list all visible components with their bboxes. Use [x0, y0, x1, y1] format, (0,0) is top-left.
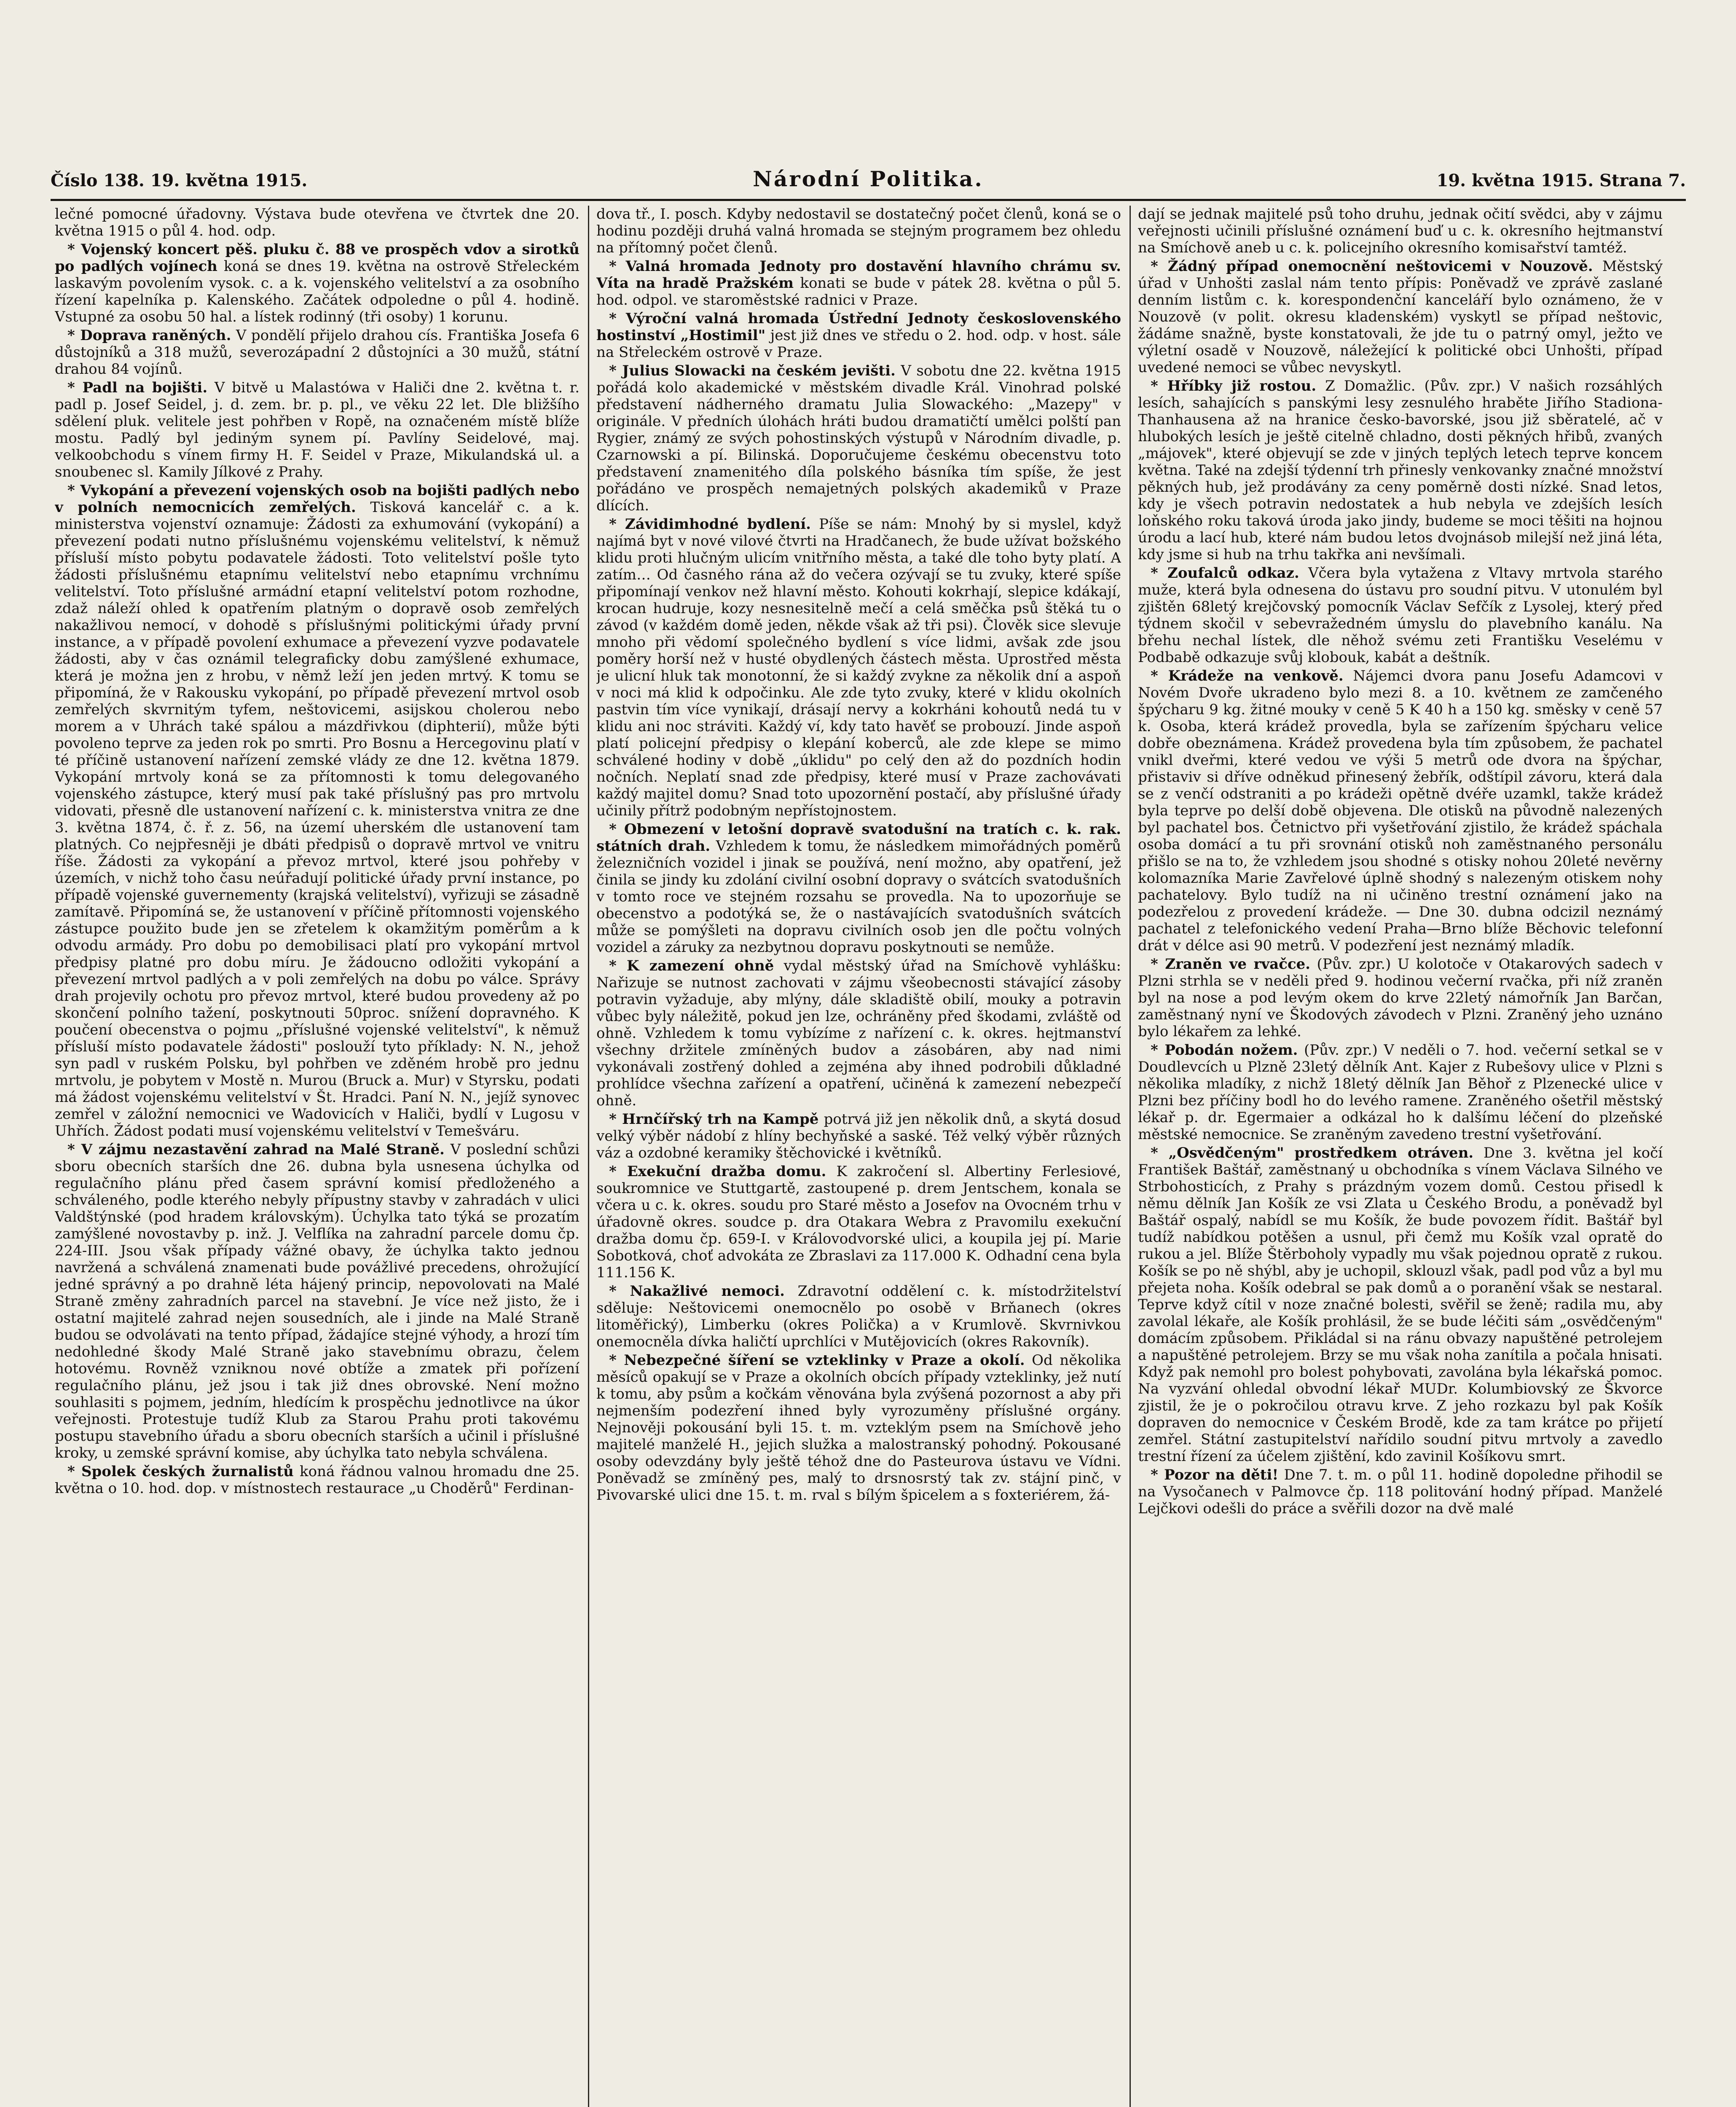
- column-3: [1138, 206, 1663, 2107]
- article-text: koná se dnes 19. května na ostrově Střeleckém laskavým povolením vysok. c. a k. vojenského velitelství a za osobního řízení kapelníka p. Kalenského. Začátek odpoledne o půl 4. hodině. Vstupné za osobu 50 hal. a lístek rodinný (tři osoby) 1 korunu.: [55, 258, 580, 325]
- article-headline: * Závidimhodné bydlení.: [609, 516, 811, 533]
- article-headline: * Hříbky již rostou.: [1151, 378, 1317, 394]
- article-headline: * V zájmu nezastavění zahrad na Malé Straně.: [67, 1141, 445, 1158]
- article: [1138, 1466, 1663, 1517]
- article: [1138, 565, 1663, 666]
- page-header: [51, 166, 1686, 196]
- article-text: dova tř., I. posch. Kdyby nedostavil se dostatečný počet členů, koná se o hodinu později druhá valná hromada se stejným programem bez ohledu na přítomný počet členů.: [596, 206, 1121, 256]
- article: [596, 516, 1121, 819]
- article: [55, 1463, 580, 1497]
- article: [596, 957, 1121, 1109]
- column-1: [55, 206, 580, 2107]
- article: [1138, 258, 1663, 376]
- article-text: (Pův. zpr.) U kolotoče v Otakarových sadech v Plzni strhla se v neděli před 9. hodinou večerní rvačka, při níž zraněn byl na nose a pod levým okem do krve 22letý námořník Jan Barčan, zaměstnaný nyní ve Škodových závodech v Plzni. Zraněný jeho uznáno bylo lékařem za lehké.: [1138, 956, 1663, 1040]
- article-text: Městský úřad v Unhošti zaslal nám tento přípis: Poněvadž ve zprávě zaslané denním listům c. k. korespondenční kanceláří bylo oznámeno, že v Nouzově (v polit. okresu kladenském) vyskytl se případ neštovic, žádáme snažně, byste konstatovali, že jde tu o patrný omyl, ježto ve výletní osadě v Nouzově, náležející k politické obci Unhošti, případ uvedené nemoci se vůbec nevyskytl.: [1138, 258, 1663, 376]
- article: [596, 1163, 1121, 1281]
- article: [1138, 378, 1663, 563]
- article: [55, 1141, 580, 1461]
- masthead: Národní Politika.: [753, 166, 984, 191]
- column-2: [596, 206, 1121, 2107]
- article-text: Dne 7. t. m. o půl 11. hodině dopoledne přihodil se na Vysočanech v Palmovce čp. 118 politování hodný případ. Manželé Lejčkovi odešli do práce a svěřili dozor na dvě malé: [1138, 1466, 1663, 1517]
- article-text: vydal městský úřad na Smíchově vyhlášku: Nařizuje se nutnost zachovati v zájmu všeobecnosti stávající zásoby potravin vyžaduje, aby mlýny, dále skladiště obilí, mouky a potravin vůbec byly náležitě, pokud jen lze, ochráněny před škodami, zvláště od ohně. Vzhledem k tomu vybízíme z nařízení c. k. okres. hejtmanství všechny držitele zmíněných budov a zásobáren, aby nad nimi vykonávali zostřený dohled a zejména aby ihned podrobili důkladné prohlídce všechna zařízení a opatření, učiněná k zamezení nebezpečí ohně.: [596, 957, 1121, 1109]
- article-text: Píše se nám: Mnohý by si myslel, když najímá byt v nové vilové čtvrti na Hradčanech, že bude užívat božského klidu proti hlučným ulicím vnitřního města, a také dle toho byty platí. A zatím… Od časného rána až do večera ozývají se tu zvuky, které spíše připomínají venkov než hlavní město. Kohouti kokrhají, slepice kdákají, krocan hudruje, kozy nesnesitelně mečí a celá směčka psů štěká tu o závod (v každém domě jeden, někde však až tři psi). Člověk sice slevuje mnoho při vědomí společného bydlení s více lidmi, avšak zde jsou poměry horší než v husté obydlených částech města. Uprostřed města je ulicní hluk tak monotonní, že si každý zvykne za několik dní a aspoň v noci má klid k odpočinku. Ale zde tyto zvuky, které v klidu okolních pastvin tím více vynikají, drásají nervy a kokrháni kohoutů nedá tu v klidu ani noc stráviti. Každý ví, kdy tato havěť se probouzí. Jinde aspoň platí policejní předpisy o klepání koberců, ale zde klepe se mimo schválené hodiny v době „úklidu" po celý den až do pozdních hodin nočních. Neplatí snad zde předpisy, které musí v Praze zachovávati každý majitel domu? Snad toto upozornění postačí, aby příslušné úřady učinily přítrž podobným nepřístojnostem.: [596, 516, 1121, 819]
- article: [596, 1352, 1121, 1504]
- article-text: koná řádnou valnou hromadu dne 25. května o 10. hod. dop. v místnostech restaurace „u Choděrů" Ferdinan-: [55, 1463, 580, 1497]
- article: [596, 1111, 1121, 1161]
- article-headline: * Zraněn ve rvačce.: [1151, 956, 1311, 973]
- article-headline: * Vojenský koncert pěš. pluku č. 88 ve prospěch vdov a sirotků po padlých vojínech: [55, 241, 580, 275]
- column-divider: [1130, 206, 1131, 2107]
- article: [596, 1283, 1121, 1350]
- article-headline: * Julius Slowacki na českém jevišti.: [609, 362, 896, 379]
- article-text: potrvá již jen několik dnů, a skytá dosud velký výběr nádobí z hlíny bechyňské a saské. Též velký výběr různých váz a ozdobné keramiky štěchovické i květníků.: [596, 1111, 1121, 1161]
- article: [55, 327, 580, 378]
- article-text: jest již dnes ve středu o 2. hod. odp. v host. sále na Střeleckém ostrově v Praze.: [596, 327, 1121, 361]
- issue-number: Číslo 138. 19. května 1915.: [51, 171, 308, 190]
- article-headline: * Obmezení v letošní dopravě svatodušní na tratích c. k. rak. státních drah.: [596, 821, 1121, 855]
- article-headline: * Pobodán nožem.: [1151, 1042, 1298, 1059]
- article-headline: * „Osvědčeným" prostředkem otráven.: [1151, 1145, 1474, 1161]
- article-text: Tisková kancelář c. a k. ministerstva vojenství oznamuje: Žádosti za exhumování (vykopání) a převezení podati nutno příslušnému vojenskému velitelství, k němuž přísluší místo pobytu podavatele žádosti. Toto velitelství pošle tyto žádosti příslušnému etapnímu velitelství nebo etapnímu vrchnímu velitelství. Toto příslušné armádní etapní velitelství potom rozhodne, zdaž náleží ohled k opatřením platným o dopravě osob zemřelých nakažlivou nemocí, v dohodě s příslušnými politickými úřady první instance, a v případě povolení exhumace a převezení vyzve podavatele žádosti, aby v čas oznámil telegraficky dobu zamýšlené exhumace, která je možna jen z hrobu, v němž leží jen jeden mrtvý. K tomu se připomíná, že v Rakousku vykopání, po případě převezení mrtvol osob zemřelých skvrnitým tyfem, neštovicemi, asijskou cholerou nebo morem a v Uhrách také spálou a mázdřivkou (diphterií), může býti povoleno teprve za jeden rok po smrti. Pro Bosnu a Hercegovinu platí v té příčině ustanovení nařízení zemské vlády ze dne 12. května 1879. Vykopání mrtvoly koná se za přítomnosti k tomu delegovaného vojenského zástupce, který musí pak také příslušný pas pro mrtvolu vidovati, přesně dle ustanovení nařízení c. k. ministerstva vnitra ze dne 3. května 1874, č. ř. z. 56, na území uherském dle ustanovení tam platných. Co nejpřesněji je dbáti předpisů o dopravě mrtvol ve vnitru říše. Žádosti za vykopání a převoz mrtvol, které jsou pohřeby v územích, v nichž toho času neúřadují politické úřady první instance, po případě vojenské guvernementy (krajská velitelství), vyřizuji se zásadně zamítavě. Připomíná se, že ustanovení v příčině přítomnosti vojenského zástupce použito bude jen se zřetelem k okamžitým poměrům a k odvodu armády. Pro dobu po demobilisaci platí pro vykopání mrtvol předpisy platné pro dobu míru. Je žádoucno odložiti vykopání a převezení mrtvol padlých a v poli zemřelých na dobu po válce. Správy drah projevily ochotu pro převoz mrtvol, které budou provedeny až po skončení polního tažení, poskytnouti 50proc. snížení dopravného. K poučení obecenstva o pojmu „příslušné vojenské velitelství", k němuž přísluší místo podavatele žádosti" poslouží tyto příklady: N. N., jehož syn padl v ruském Polsku, byl pohřben ve zděném hrobě pro jednu mrtvolu, je pobytem v Mostě n. Murou (Bruck a. Mur) v Styrsku, podati má žádost vojenskému velitelství v Št. Hradci. Paní N. N., jejíž synovec zemřel v záložní nemocnici ve Wadovicích v Haliči, bydlí v Lugosu v Uhřích. Žádost podati musí vojenskému velitelství v Temešváru.: [55, 499, 580, 1139]
- article-headline: * Žádný případ onemocnění neštovicemi v Nouzově.: [1151, 258, 1593, 275]
- article-headline: * Hrnčířský trh na Kampě: [609, 1111, 819, 1128]
- article: [596, 310, 1121, 361]
- article: [596, 821, 1121, 956]
- article-headline: * Padl na bojišti.: [67, 379, 208, 396]
- article-headline: * Valná hromada Jednoty pro dostavění hlavního chrámu sv. Víta na hradě Pražském: [596, 258, 1121, 292]
- column-divider: [588, 206, 589, 2107]
- article-headline: * Výroční valná hromada Ústřední Jednoty československého hostinství „Hostimil": [596, 310, 1121, 344]
- article: [55, 206, 580, 239]
- article: [596, 362, 1121, 514]
- article-text: dají se jednak majitelé psů toho druhu, jednak očití svědci, aby v zájmu veřejnosti učinili příslušné oznámení buď u c. k. okresního hejtmanství na Smíchově aneb u c. k. policejního okresního komisařství tamtéž.: [1138, 206, 1663, 256]
- article-headline: * Vykopání a převezení vojenských osob na bojišti padlých nebo v polních nemocnicích zemřelých.: [55, 482, 580, 516]
- article: [1138, 956, 1663, 1040]
- article-text: V poslední schůzi sboru obecních starších dne 26. dubna byla usnesena úchylka od regulačního plánu před časem správní komisí předloženého a schváleného, podle kterého nebyly přípustny stavby v zahradách v ulici Valdštýnské (pod hradem královským). Úchylka tato týká se prozatím zamýšlené novostavby p. inž. J. Velflíka na zahradní parcele domu čp. 224-III. Jsou však případy vážné obavy, že úchylka takto jednou navržená a schválená znamenati bude povážlivé precedens, ohrožující jedné správný a po drahně léta hájený princip, nepovolovati na Malé Straně změny zahradních parcel na stavební. Je více než jisto, že i ostatní majitelé zahrad nejen sousedních, ale i jinde na Malé Straně budou se odvolávati na tento případ, žádajíce stejné výhody, a hrozí tím nedohledné škody Malé Straně jako stavebnímu obrazu, čelem hotovému. Rovněž vzniknou nové obtíže a zmatek při pořízení regulačního plánu, jež jsou i tak již dnes obrovské. Není možno souhlasiti s pojmem, jedním, hledícím k prospěchu jednotlivce na úkor veřejnosti. Protestuje tudíž Klub za Starou Prahu proti takovému postupu stavebního úřadu a sboru obecních starších a učinil i příslušné kroky, u zemské správní komise, aby úchylka tato nebyla schválena.: [55, 1141, 580, 1461]
- article-headline: * Nebezpečné šíření se vzteklinky v Praze a okolí.: [609, 1352, 1025, 1369]
- date-and-page: 19. května 1915. Strana 7.: [1436, 171, 1686, 190]
- article-text: Včera byla vytažena z Vltavy mrtvola starého muže, která byla odnesena do ústavu pro soudní pitvu. V utonulém byl zjištěn 68letý krejčovský pomocník Václav Sefčík z Lysolej, který před týdnem skočil v sebevražedném úmyslu do plavebního kanálu. Na břehu nechal lístek, dle něhož svému zeti Františku Veselému v Podbabě odkazuje svůj klobouk, kabát a deštník.: [1138, 565, 1663, 666]
- article: [55, 379, 580, 480]
- article: [1138, 667, 1663, 954]
- article-text: Od několika měsíců opakují se v Praze a okolních obcích případy vzteklinky, jež nutí k tomu, aby psům a kočkám věnována byla zvýšená pozornost a aby při nejmenším podezření ihned byly vyrozuměny příslušné orgány. Nejnověji pokousání byli 15. t. m. vzteklým psem na Smíchově jeho majitelé manželé H., jejich služka a malostranský pohodný. Pokousané osoby odevzdány byly ještě téhož dne do Pasteurova ústavu ve Vídni. Poněvadž se zmíněný pes, malý to drsnosrstý tak zv. stájní pinč, v Pivovarské ulici dne 15. t. m. rval s bílým špicelem a s foxteriérem, žá-: [596, 1352, 1121, 1504]
- article-text: Dne 3. května jel kočí František Baštář, zaměstnaný u obchodníka s vínem Václava Silného ve Strbohosticích, z Prahy s prázdným vozem domů. Cestou přisedl k němu dělník Jan Košík ze vsi Zlata u Českého Brodu, a poněvadž byl Baštář ospalý, nabídl se mu Košík, že bude povozem řídit. Baštář byl tudíž nabídkou potěšen a usnul, při čemž mu Košík vzal opratě do rukou a jel. Blíže Štěrboholy vypadly mu však pojednou opratě z rukou. Košík se po ně shýbl, aby je uchopil, sklouzl však, padl pod vůz a byl mu přejeta noha. Košík odebral se pak domů a o poranění však se nestaral. Teprve když cítil v noze značné bolesti, svěřil se ženě; radila mu, aby zavolal lékaře, ale Košík prohlásil, že se bude léčiti sám „osvědčeným" domácím způsobem. Přikládal si na ránu obvazy napuštěné petrolejem a napuštěné petrolejem. Brzy se mu však noha zanítila a počala hnisati. Když pak nemohl pro bolest pohybovati, zavolána byla lékařská pomoc. Na vyzvání ohledal obvodní lékař MUDr. Kolumbiovský ze Škvorce zjistil, že je o pokročilou otravu krve. Z jeho rozkazu byl pak Košík dopraven do nemocnice v Českém Brodě, kde za tam krátce po přijetí zemřel. Státní zastupitelství nařídilo soudní pitvu mrtvoly a zavedlo trestní řízení za účelem zjištění, kdo zavinil Košíkovu smrt.: [1138, 1145, 1663, 1465]
- article-text: Vzhledem k tomu, že následkem mimořádných poměrů železničních vozidel i jinak se používá, není možno, aby opatření, jež činila se jindy ku zdolání civilní osobní dopravy o svátcích svatodušních v tomto roce ve stejném rozsahu se provedla. Na to upozorňuje se obecenstvo a podotýká se, že o nastávajících svatodušních svátcích může se pomýšleti na dopravu civilních osob jen dle počtu volných vozidel a záruky za nezbytnou dopravu poskytnouti se nemůže.: [596, 838, 1121, 956]
- article: [55, 482, 580, 1139]
- article-headline: * K zamezení ohně: [609, 957, 774, 974]
- header-rule: [51, 199, 1686, 201]
- article: [596, 258, 1121, 308]
- article-text: konati se bude v pátek 28. května o půl 5. hod. odpol. ve staroměstské radnici v Praze.: [596, 275, 1121, 308]
- article-text: Zdravotní oddělení c. k. místodržitelství sděluje: Neštovicemi onemocnělo po osobě v Brňanech (okres litoměřický), Limberku (okres Polička) a v Krumlově. Skvrnivkou onemocněla dívka haličtí uprchlíci v Mutějovicích (okres Rakovník).: [596, 1283, 1121, 1350]
- article-text: K zakročení sl. Albertiny Ferlesiové, soukromnice ve Stuttgartě, zastoupené p. drem Jentschem, konala se včera u c. k. okres. soudu pro Staré město a Josefov na Ovocném trhu v úřadovně okres. soudce p. dra Otakara Webra z Pravomilu exekuční dražba domu čp. 659-I. v Královodvorské ulici, a koupila jej pí. Marie Sobotková, choť advokáta ze Zbraslavi za 117.000 K. Odhadní cena byla 111.156 K.: [596, 1163, 1121, 1281]
- article-text: (Pův. zpr.) V neděli o 7. hod. večerní setkal se v Doudlevcích u Plzně 23letý dělník Ant. Kajer z Rubešovy ulice v Plzni s několika mladíky, z nichž 18letý dělník Jan Běhoř z Plzenecké ulice v Plzni bez příčiny bodl ho do levého ramene. Zraněného ošetřil městský lékař p. dr. Egermaier a odkázal ho k dalšímu léčení do plzeňské městské nemocnice. Se zraněným zavedeno trestní vyšetřování.: [1138, 1042, 1663, 1143]
- article-text: V pondělí přijelo drahou cís. Františka Josefa 6 důstojníků a 318 mužů, severozápadní 2 důstojníci a 30 mužů, státní drahou 84 vojínů.: [55, 327, 580, 378]
- article-headline: * Zoufalců odkaz.: [1151, 565, 1299, 582]
- article-headline: * Spolek českých žurnalistů: [67, 1463, 294, 1480]
- article-text: lečné pomocné úřadovny. Výstava bude otevřena ve čtvrtek dne 20. května 1915 o půl 4. hod. odp.: [55, 206, 580, 239]
- article: [55, 241, 580, 325]
- article: [596, 206, 1121, 256]
- article-text: V bitvě u Malastówa v Haliči dne 2. května t. r. padl p. Josef Seidel, j. d. zem. br. p. pl., ve věku 22 let. Dle bližšího sdělení pluk. velitele jest pohřben v Ropě, na označeném místě blíže mostu. Padlý byl jediným synem pí. Pavlíny Seidelové, maj. velkoobchodu s vínem firmy H. F. Seidel v Praze, Mikulandská ul. a snoubenec sl. Kamily Jílkové z Prahy.: [55, 379, 580, 480]
- article-text: V sobotu dne 22. května 1915 pořádá kolo akademické v městském divadle Král. Vinohrad polské představení nádherného dramatu Julia Slowackého: „Mazepy" v originále. V předních úlohách hráti budou dramatičtí umělci polští pan Rygier, známý ze svých pohostinských výstupů v Národním divadle, p. Czarnowski a pí. Bilinská. Doporučujeme českému obecenstvu toto představení znamenitého díla polského básníka tím spíše, že jest pořádáno ve prospěch nemajetných polských akademiků v Praze dlících.: [596, 362, 1121, 514]
- article: [1138, 1145, 1663, 1465]
- article-headline: * Exekuční dražba domu.: [609, 1163, 826, 1180]
- article: [1138, 1042, 1663, 1143]
- article-text: Nájemci dvora panu Josefu Adamcovi v Novém Dvoře ukradeno bylo mezi 8. a 10. květnem ze zamčeného špýcharu 9 kg. žitné mouky v ceně 5 K 40 h a 150 kg. směsky v ceně 57 k. Osoba, která krádež provedla, byla se zařízením špýcharu velice dobře obeznámena. Krádež provedena byla tím způsobem, že pachatel vnikl dveřmi, které vedou ve výši 5 metrů ode dvora na špýchar, přistaviv si dříve odněkud přinesený žebřík, odštípil závoru, která dala se z venčí odstraniti a po krádeži opětně dvéře uzamkl, takže krádež byla teprve po delší době objevena. Dle otisků na původně nalezených byl pachatel bos. Četnictvo při vyšetřování zjistilo, že krádež spáchala osoba domácí a tu při srovnání otisků noh zaměstnaného personálu přišlo se na to, že vzhledem jsou shodné s otisky nohou 20leté nevěrny kolomazníka Marie Zavřelové úplně shodný s nalezeným otiskem nohy pachatelovy. Bylo tudíž na ni učiněno trestní oznámení jako na podezřelou z provedení krádeže. — Dne 30. dubna odcizil neznámý pachatel z telefonického vedení Praha—Brno blíže Běchovic telefonní drát v délce asi 90 metrů. V podezření jest neznámý mladík.: [1138, 667, 1663, 954]
- article-headline: * Doprava raněných.: [67, 327, 231, 344]
- article-headline: * Pozor na děti!: [1151, 1466, 1279, 1483]
- article-headline: * Nakažlivé nemoci.: [609, 1283, 785, 1300]
- article: [1138, 206, 1663, 256]
- article-headline: * Krádeže na venkově.: [1151, 667, 1344, 684]
- article-text: Z Domažlic. (Pův. zpr.) V našich rozsáhlých lesích, sahajících s panskými lesy zesnulého hraběte Jiřího Stadiona-Thanhausena až na hranice česko-bavorské, jsou již sběratelé, ač v hlubokých lesích je ještě citelně chladno, dosti pěkných hřibů, zvaných „májovek", které objevují se zde v jiných teplých letech teprve koncem května. Také na zdejší týdenní trh přinesly venkovanky značné množství pěkných hub, jež prodávány za ceny poměrně dosti nízké. Snad letos, kdy je všech potravin nedostatek a hub nebyla ve zdejších lesích loňského roku taková úroda jako jindy, budeme se moci těšiti na hojnou úrodu a lací hub, které nám budou letos dvojnásob milejší než jiná léta, kdy jsme si hub na trhu takřka ani nevšímali.: [1138, 378, 1663, 563]
